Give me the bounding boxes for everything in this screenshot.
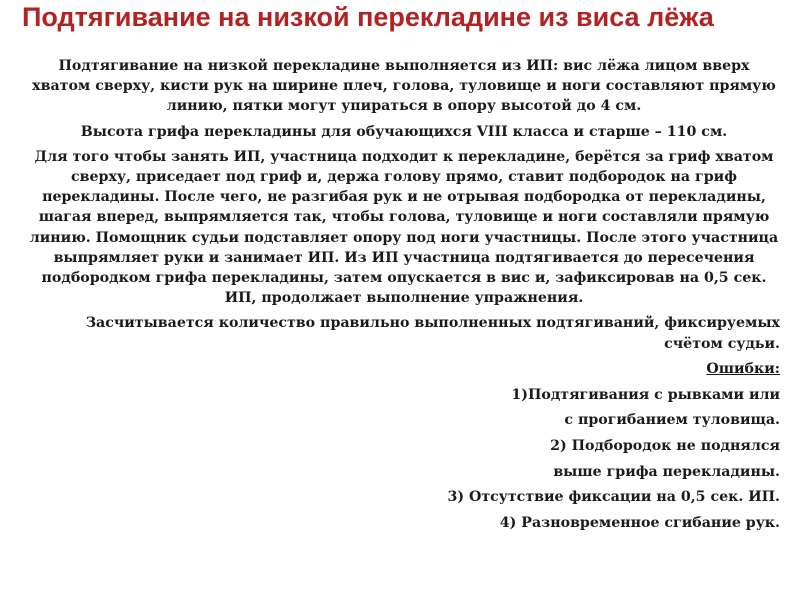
error-line: 4) Разновременное сгибание рук.	[499, 515, 780, 532]
paragraph-starting-position: Подтягивание на низкой перекладине выполняется из ИП: вис лёжа лицом вверх хватом сверху, кисти рук на ширине плеч, голова, туловище и ноги составляют прямую линию, пятки могут упираться в опору высотой до 4 см.	[32, 58, 776, 115]
error-line: 2) Подбородок не поднялся	[550, 437, 780, 454]
slide-body	[28, 56, 780, 539]
error-line: 3) Отсутствие фиксации на 0,5 сек. ИП.	[447, 489, 780, 506]
error-line: с прогибанием туловища.	[564, 412, 780, 429]
paragraph-bar-height: Высота грифа перекладины для обучающихся VIII класса и старше – 110 см.	[80, 123, 728, 140]
paragraph-counting: Засчитывается количество правильно выполненных подтягиваний, фиксируемых счётом судьи.	[85, 315, 780, 352]
paragraph-procedure: Для того чтобы занять ИП, участница подходит к перекладине, берётся за гриф хватом сверху, приседает под гриф и, держа голову прямо, ставит подбородок на гриф перекладины. После чего, не разгибая рук и не отрывая подбородка от перекладины, шагая вперед, выпрямляется так, чтобы голова, туловище и ноги составляли прямую линию. Помощник судьи подставляет опору под ноги участницы. После этого участница выпрямляет руки и занимает ИП. Из ИП участница подтягивается до пересечения подбородком грифа перекладины, затем опускается в вис и, зафиксировав на 0,5 сек. ИП, продолжает выполнение упражнения.	[29, 148, 779, 307]
error-line: выше грифа перекладины.	[553, 463, 780, 480]
errors-list	[28, 359, 780, 533]
slide-title: Подтягивание на низкой перекладине из виса лёжа	[22, 2, 714, 32]
errors-heading: Ошибки:	[706, 360, 780, 377]
error-line: 1)Подтягивания с рывками или	[511, 386, 780, 403]
